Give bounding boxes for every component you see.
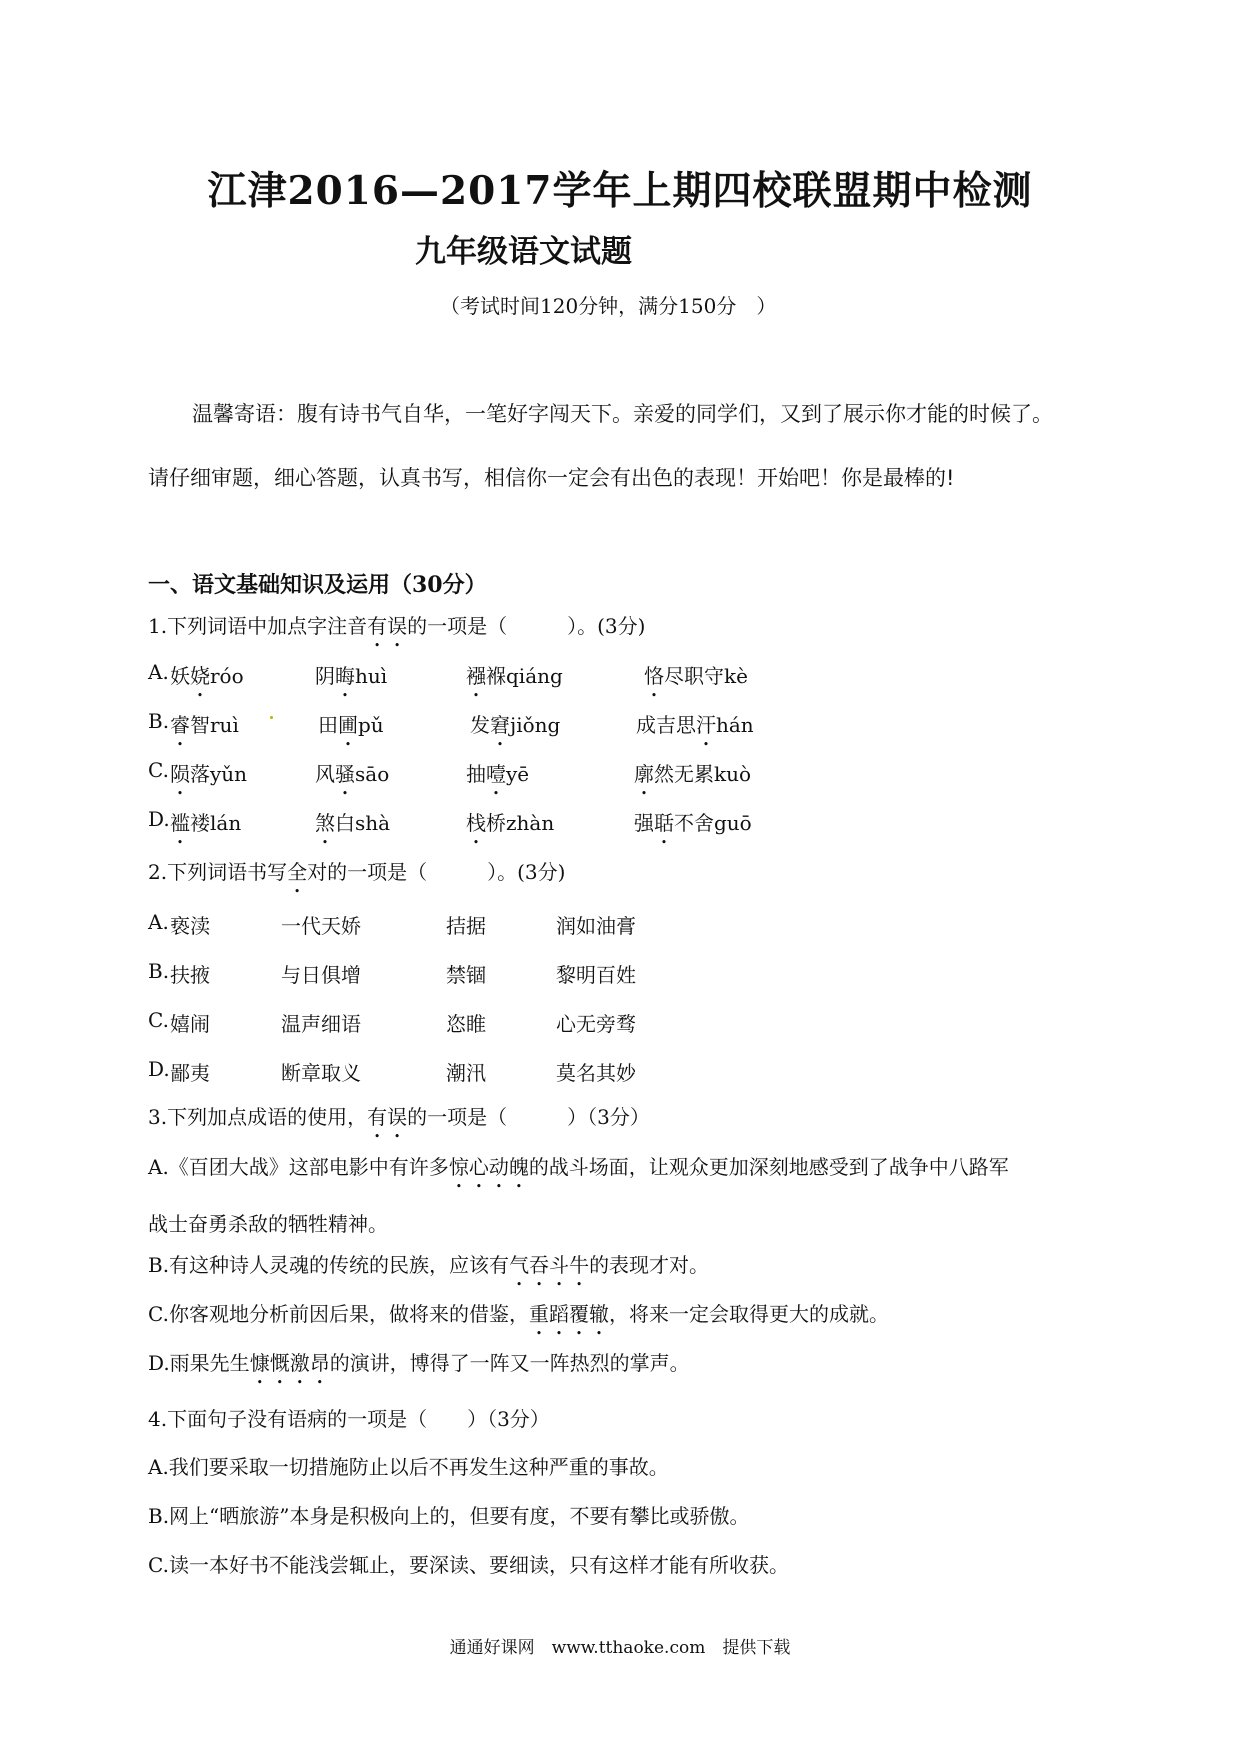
stray-mark — [270, 716, 273, 719]
option-item: 栈桥zhàn — [466, 811, 555, 835]
q3-option-c: C.你客观地分析前因后果，做将来的借鉴，重蹈覆辙，将来一定会取得更大的成就。 — [148, 1302, 889, 1326]
option-item: 潮汛 — [446, 1061, 486, 1085]
option-label: B. — [148, 959, 170, 983]
q3-option-a-cont: 战士奋勇杀敌的牺牲精神。 — [148, 1212, 388, 1236]
section-heading: 一、语文基础知识及运用（30分） — [148, 572, 487, 598]
option-item: 风骚sāo — [315, 762, 390, 786]
option-item: 恣睢 — [446, 1012, 486, 1036]
q4-option-b: B.网上“晒旅游”本身是积极向上的，但要有度，不要有攀比或骄傲。 — [148, 1504, 750, 1528]
q3-option-b: B.有这种诗人灵魂的传统的民族，应该有气吞斗牛的表现才对。 — [148, 1253, 710, 1277]
option-item: 成吉思汗hán — [636, 713, 754, 737]
option-item: 与日俱增 — [281, 963, 361, 987]
question-2-stem: 2.下列词语书写全对的一项是（ ）。(3分) — [148, 860, 566, 884]
q4-option-a: A.我们要采取一切措施防止以后不再发生这种严重的事故。 — [148, 1455, 669, 1479]
option-item: 黎明百姓 — [556, 963, 636, 987]
option-item: 润如油膏 — [556, 914, 636, 938]
page-footer: 通通好课网 www.tthaoke.com 提供下载 — [449, 1638, 791, 1658]
option-item: 嬉闹 — [170, 1012, 210, 1036]
option-item: 恪尽职守kè — [644, 664, 748, 688]
q4-option-c: C.读一本好书不能浅尝辄止，要深读、要细读，只有这样才能有所收获。 — [148, 1553, 789, 1577]
exam-subtitle: 九年级语文试题 — [415, 234, 632, 270]
option-item: 鄙夷 — [170, 1061, 210, 1085]
option-item: 莫名其妙 — [556, 1061, 636, 1085]
exam-note: （考试时间120分钟，满分150分 ） — [440, 294, 777, 318]
option-item: 一代天娇 — [281, 914, 361, 938]
option-item: 发窘jiǒng — [470, 713, 561, 737]
option-label: C. — [148, 1008, 169, 1032]
option-item: 陨落yǔn — [170, 762, 248, 786]
option-item: 煞白shà — [315, 811, 391, 835]
option-item: 禁锢 — [446, 963, 486, 987]
option-item: 强聒不舍guō — [634, 811, 752, 835]
option-item: 抽噎yē — [466, 762, 530, 786]
option-label: B. — [148, 709, 170, 733]
question-1-stem: 1.下列词语中加点字注音有误的一项是（ ）。(3分) — [148, 614, 646, 638]
option-label: C. — [148, 758, 169, 782]
option-item: 褴褛lán — [170, 811, 242, 835]
option-item: 妖娆róo — [170, 664, 244, 688]
option-item: 亵渎 — [170, 914, 210, 938]
option-item: 扶掖 — [170, 963, 210, 987]
option-item: 睿智ruì — [170, 713, 239, 737]
option-item: 拮据 — [446, 914, 486, 938]
option-item: 断章取义 — [281, 1061, 361, 1085]
option-item: 廓然无累kuò — [634, 762, 752, 786]
option-item: 阴晦huì — [315, 664, 388, 688]
option-item: 温声细语 — [281, 1012, 361, 1036]
option-label: A. — [148, 660, 169, 684]
option-label: D. — [148, 807, 170, 831]
q3-option-a: A.《百团大战》这部电影中有许多惊心动魄的战斗场面，让观众更加深刻地感受到了战争中八路军 — [148, 1155, 1009, 1179]
option-label: A. — [148, 910, 169, 934]
question-3-stem: 3.下列加点成语的使用，有误的一项是（ ）（3分） — [148, 1105, 650, 1129]
option-item: 襁褓qiáng — [466, 664, 563, 688]
option-label: D. — [148, 1057, 170, 1081]
option-item: 田圃pǔ — [318, 713, 384, 737]
question-4-stem: 4.下面句子没有语病的一项是（ ）（3分） — [148, 1407, 550, 1431]
greeting-line-1: 温馨寄语：腹有诗书气自华，一笔好字闯天下。亲爱的同学们，又到了展示你才能的时候了。 — [192, 402, 1053, 426]
greeting-line-2: 请仔细审题，细心答题，认真书写，相信你一定会有出色的表现！开始吧！你是最棒的! — [148, 466, 955, 490]
q3-option-d: D.雨果先生慷慨激昂的演讲，博得了一阵又一阵热烈的掌声。 — [148, 1351, 690, 1375]
exam-title: 江津2016—2017学年上期四校联盟期中检测 — [207, 168, 1033, 214]
option-item: 心无旁骛 — [556, 1012, 636, 1036]
